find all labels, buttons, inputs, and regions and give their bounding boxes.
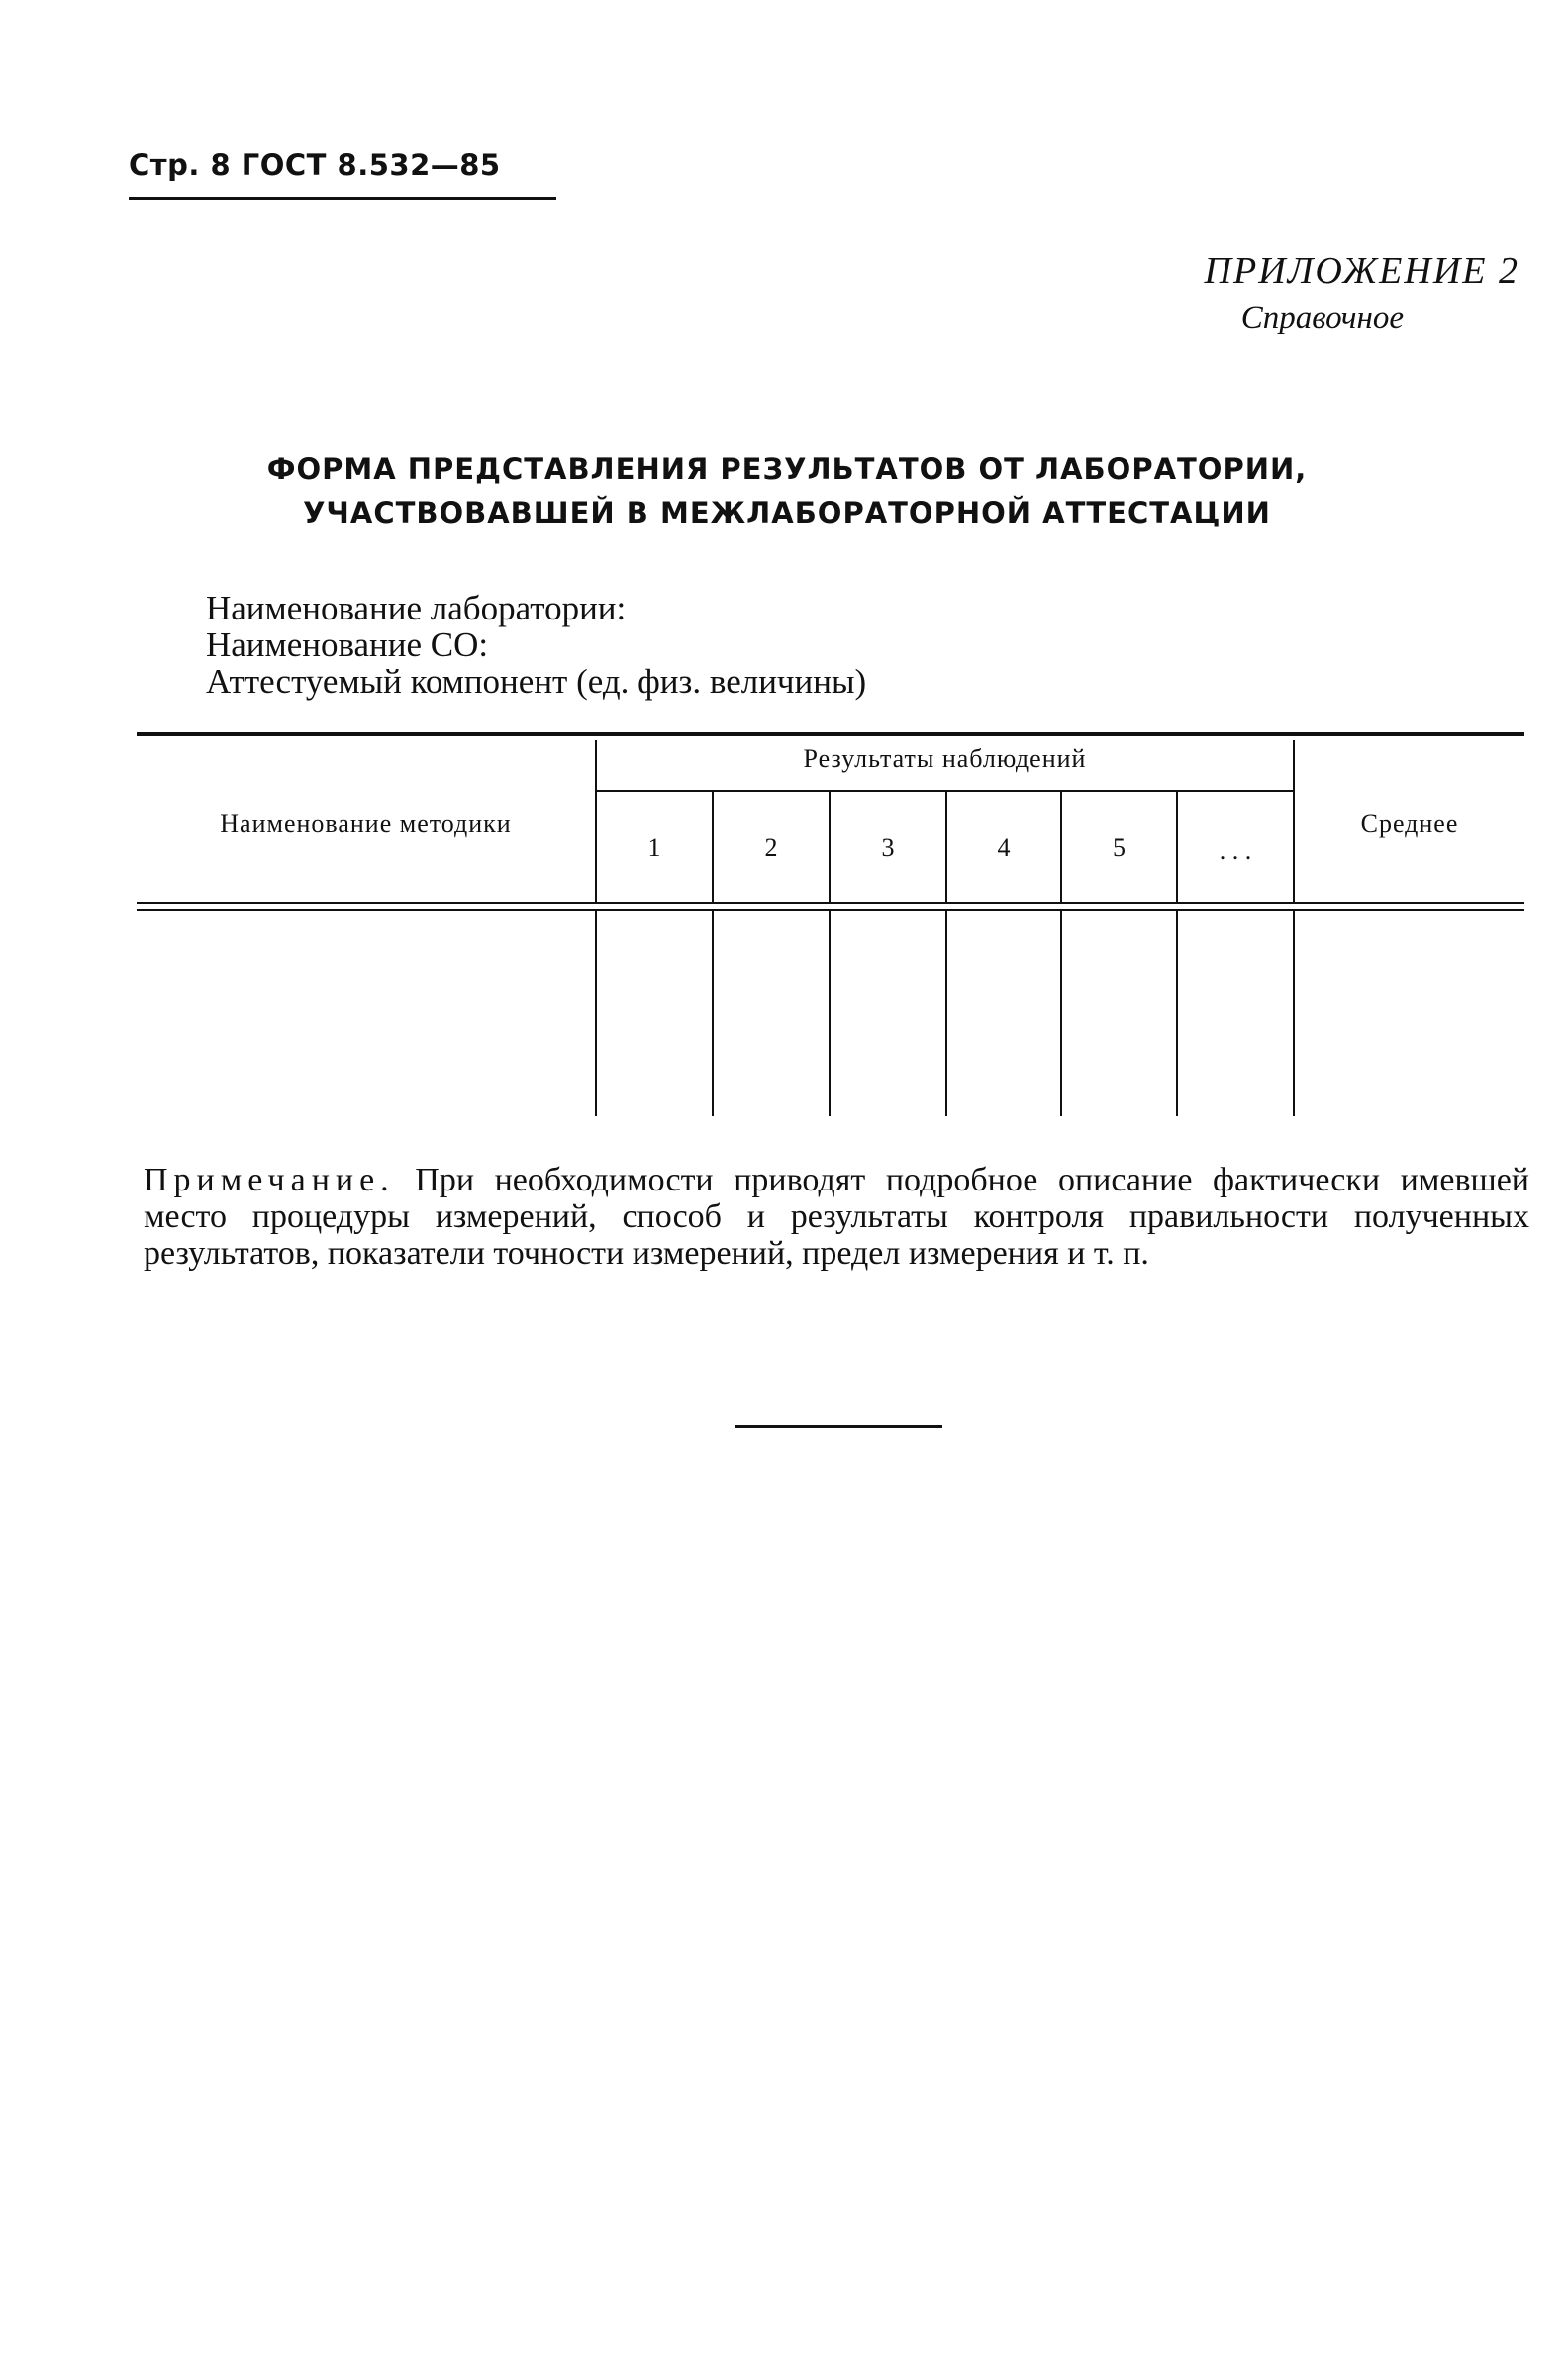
table-body-vline — [595, 911, 597, 1116]
appendix-type: Справочное — [1240, 300, 1404, 335]
form-fields — [206, 590, 1196, 700]
table-body-vline — [829, 911, 831, 1116]
note-paragraph — [144, 1162, 1529, 1272]
field-certified-component: Аттестуемый компонент (ед. физ. величины) — [206, 662, 867, 701]
obs-col-1: 1 — [647, 833, 661, 862]
title-line-2: УЧАСТВОВАВШЕЙ В МЕЖЛАБОРАТОРНОЙ АТТЕСТАЦИИ — [303, 496, 1271, 529]
page-title — [238, 447, 1336, 534]
table-top-rule — [137, 732, 1524, 736]
obs-col-2: 2 — [764, 833, 778, 862]
obs-col-5: 5 — [1113, 833, 1126, 862]
group-header: Результаты наблюдений — [803, 744, 1087, 773]
header-rule — [129, 197, 556, 200]
obs-col-3: 3 — [881, 833, 895, 862]
running-head: Стр. 8 ГОСТ 8.532—85 — [129, 148, 501, 182]
col-mean-header: Среднее — [1360, 809, 1459, 838]
note-lead: Примечание. — [144, 1162, 395, 1198]
table-body-vline — [712, 911, 714, 1116]
table-body-vline — [1293, 911, 1295, 1116]
appendix-label: ПРИЛОЖЕНИЕ 2 — [1204, 250, 1519, 292]
table-body-vline — [945, 911, 947, 1116]
obs-col-more: . . . — [1219, 836, 1252, 865]
col-method-header: Наименование методики — [220, 809, 512, 838]
table-body-vline — [1060, 911, 1062, 1116]
table-body-vline — [1176, 911, 1178, 1116]
note-text: При необходимости приводят подробное описание фактически имевшей место процедуры измерений, способ и результаты контроля правильности полученных результатов, показатели точности измерений, предел измерения и т. п. — [144, 1162, 1529, 1272]
title-line-1: ФОРМА ПРЕДСТАВЛЕНИЯ РЕЗУЛЬТАТОВ ОТ ЛАБОРАТОРИИ, — [266, 452, 1308, 486]
field-laboratory: Наименование лаборатории: — [206, 589, 627, 627]
field-reference-material: Наименование СО: — [206, 625, 489, 664]
obs-col-4: 4 — [997, 833, 1011, 862]
table-header-double-rule — [137, 902, 1524, 911]
end-rule — [735, 1425, 942, 1428]
